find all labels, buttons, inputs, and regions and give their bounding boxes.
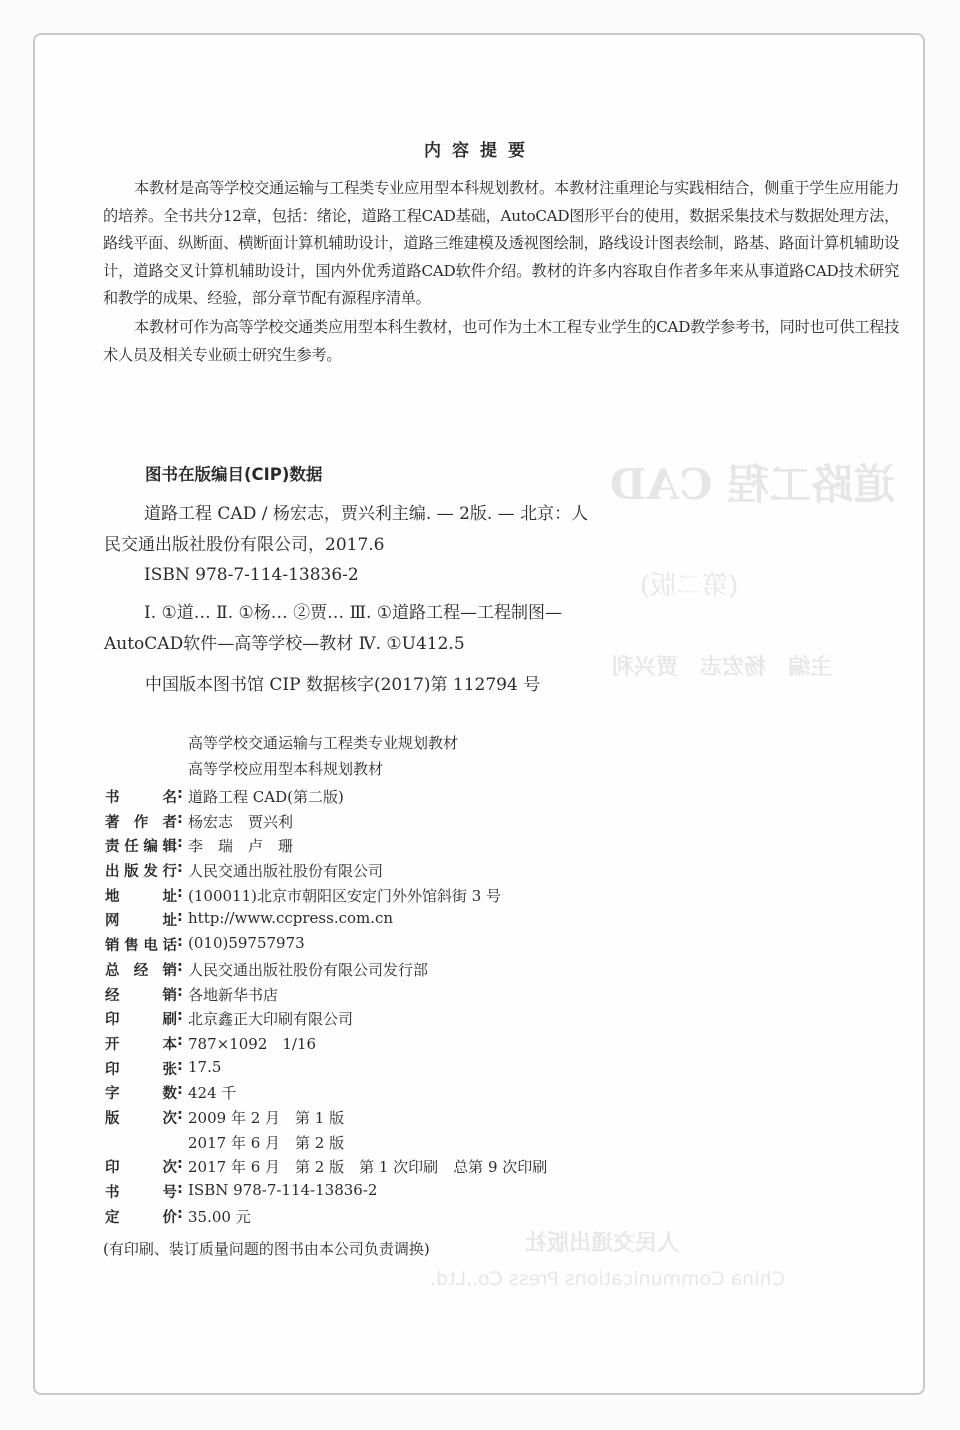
detail-label: 版次	[105, 1110, 177, 1127]
detail-row	[105, 786, 547, 811]
detail-value: 人民交通出版社股份有限公司发行部	[188, 960, 429, 979]
detail-colon: :	[177, 958, 183, 975]
detail-label-wrap	[105, 1156, 188, 1181]
detail-colon: :	[177, 1205, 183, 1222]
detail-row	[105, 1082, 547, 1107]
detail-label-wrap	[105, 1033, 188, 1058]
detail-value: 787×1092 1/16	[188, 1034, 317, 1053]
detail-row	[105, 1156, 547, 1181]
detail-label-wrap	[105, 1206, 188, 1231]
detail-value: 17.5	[188, 1057, 222, 1076]
detail-label: 经销	[105, 987, 177, 1004]
cip-classification-block	[104, 598, 599, 659]
detail-colon: :	[177, 835, 183, 852]
detail-row	[105, 860, 547, 885]
summary-paragraph: 本教材可作为高等学校交通类应用型本科生教材，也可作为土木工程专业学生的CAD教学参考书，同时也可供工程技术人员及相关专业硕士研究生参考。	[103, 318, 899, 364]
detail-colon: :	[177, 1032, 183, 1049]
detail-row	[105, 1107, 547, 1132]
detail-label-wrap	[105, 1181, 188, 1206]
detail-row	[105, 959, 547, 984]
detail-row	[105, 1181, 547, 1206]
detail-label: 网址	[105, 913, 177, 930]
summary-title: 内容提要	[424, 141, 536, 161]
detail-label-wrap	[105, 934, 188, 959]
detail-label-wrap	[105, 1132, 188, 1157]
detail-label: 地址	[105, 888, 177, 905]
detail-value: http://www.ccpress.com.cn	[188, 909, 394, 928]
show-through-edition: (第二版)	[640, 571, 739, 601]
series-name: 高等学校交通运输与工程类专业规划教材	[188, 734, 459, 752]
detail-value: 杨宏志 贾兴利	[188, 812, 294, 831]
detail-colon: :	[177, 934, 183, 951]
detail-colon: :	[177, 1156, 183, 1173]
detail-label: 著作者	[105, 814, 177, 831]
detail-label-wrap	[105, 835, 188, 860]
detail-value: 人民交通出版社股份有限公司	[188, 862, 384, 881]
detail-colon: :	[177, 1057, 183, 1074]
detail-row	[105, 1008, 547, 1033]
detail-label-wrap	[105, 885, 188, 910]
quality-note: (有印刷、装订质量问题的图书由本公司负责调换)	[103, 1240, 430, 1258]
detail-label: 字数	[105, 1086, 177, 1103]
detail-label-wrap	[105, 984, 188, 1009]
detail-colon: :	[177, 1106, 183, 1123]
detail-colon: :	[177, 983, 183, 1000]
detail-label: 书名	[105, 790, 177, 806]
show-through-editors: 主编 杨宏志 贾兴利	[612, 654, 833, 680]
detail-label-wrap	[105, 811, 188, 836]
detail-label: 定价	[105, 1209, 177, 1226]
detail-colon: :	[177, 786, 183, 802]
detail-row	[105, 811, 547, 836]
cip-isbn: ISBN 978-7-114-13836-2	[144, 565, 359, 585]
detail-label-wrap	[105, 1058, 188, 1083]
detail-label-wrap	[105, 860, 188, 885]
detail-colon: :	[177, 1008, 183, 1025]
detail-label-wrap	[105, 1082, 188, 1107]
detail-label-wrap	[105, 909, 188, 934]
detail-value: ISBN 978-7-114-13836-2	[188, 1181, 378, 1199]
detail-row	[105, 835, 547, 860]
detail-row	[105, 885, 547, 910]
detail-value: 各地新华书店	[188, 985, 279, 1004]
detail-value: 35.00 元	[188, 1207, 251, 1226]
detail-row	[105, 934, 547, 959]
detail-row	[105, 909, 547, 934]
show-through-publisher-logo: 人民交通出版社	[525, 1230, 680, 1256]
detail-value: 2017 年 6 月 第 2 版	[188, 1133, 345, 1152]
detail-value: 2009 年 2 月 第 1 版	[188, 1108, 345, 1127]
cip-block	[104, 499, 604, 591]
detail-label: 开本	[105, 1036, 177, 1053]
detail-colon: :	[177, 1181, 183, 1197]
detail-value: 道路工程 CAD(第二版)	[188, 788, 344, 806]
detail-label: 总经销	[105, 962, 177, 979]
series-name: 高等学校应用型本科规划教材	[188, 760, 384, 778]
detail-label-wrap	[105, 786, 188, 811]
detail-colon: :	[177, 884, 183, 901]
summary-paragraph: 本教材是高等学校交通运输与工程类专业应用型本科规划教材。本教材注重理论与实践相结合，侧重于学生应用能力的培养。全书共分12章，包括：绪论，道路工程CAD基础，AutoCAD图形平台的使用，数据采集技术与数据处理方法，路线平面、纵断面、横断面计算机辅助设计，道路三维建模及透视图绘制，路线设计图表绘制，路基、路面计算机辅助设计，道路交叉计算机辅助设计，国内外优秀道路CAD软件介绍。教材的许多内容取自作者多年来从事道路CAD技术研究和教学的成果、经验，部分章节配有源程序清单。	[103, 179, 899, 308]
detail-label: 印张	[105, 1061, 177, 1078]
cip-classification: Ⅰ. ①道… Ⅱ. ①杨… ②贾… Ⅲ. ①道路工程—工程制图—AutoCAD软件—高等学校—教材 Ⅳ. ①U412.5	[104, 603, 563, 654]
detail-label-wrap	[105, 1107, 188, 1132]
cip-entry: 道路工程 CAD / 杨宏志，贾兴利主编. — 2版. — 北京：人民交通出版社股份有限公司，2017.6	[104, 504, 589, 555]
detail-label: 书号	[105, 1185, 177, 1201]
detail-colon: :	[177, 810, 183, 827]
detail-label-wrap	[105, 1008, 188, 1033]
detail-colon: :	[177, 909, 183, 926]
detail-row	[105, 1033, 547, 1058]
detail-value: (100011)北京市朝阳区安定门外外馆斜街 3 号	[188, 886, 502, 905]
publication-details	[105, 786, 547, 1230]
detail-value: 2017 年 6 月 第 2 版 第 1 次印刷 总第 9 次印刷	[188, 1158, 548, 1177]
show-through-publisher-en: China Communications Press Co.,Ltd.	[430, 1268, 785, 1290]
detail-label: 销售电话	[105, 938, 177, 955]
detail-colon	[177, 1132, 188, 1157]
detail-colon: :	[177, 1082, 183, 1099]
detail-value: 北京鑫正大印刷有限公司	[188, 1010, 354, 1029]
detail-label: 印次	[105, 1160, 177, 1177]
detail-value: 李 瑞 卢 珊	[188, 837, 294, 856]
cip-heading: 图书在版编目(CIP)数据	[145, 465, 323, 484]
detail-label	[105, 1132, 177, 1152]
detail-row	[105, 1132, 547, 1157]
detail-colon: :	[177, 860, 183, 877]
detail-row	[105, 1206, 547, 1231]
detail-label-wrap	[105, 959, 188, 984]
show-through-cover-title: 道路工程 CAD	[610, 460, 896, 509]
detail-value: 424 千	[188, 1084, 237, 1103]
detail-value: (010)59757973	[188, 934, 305, 953]
detail-row	[105, 984, 547, 1009]
detail-label: 责任编辑	[105, 839, 177, 856]
detail-label: 印刷	[105, 1012, 177, 1029]
detail-label: 出版发行	[105, 864, 177, 881]
detail-row	[105, 1058, 547, 1083]
cip-record: 中国版本图书馆 CIP 数据核字(2017)第 112794 号	[145, 675, 541, 695]
